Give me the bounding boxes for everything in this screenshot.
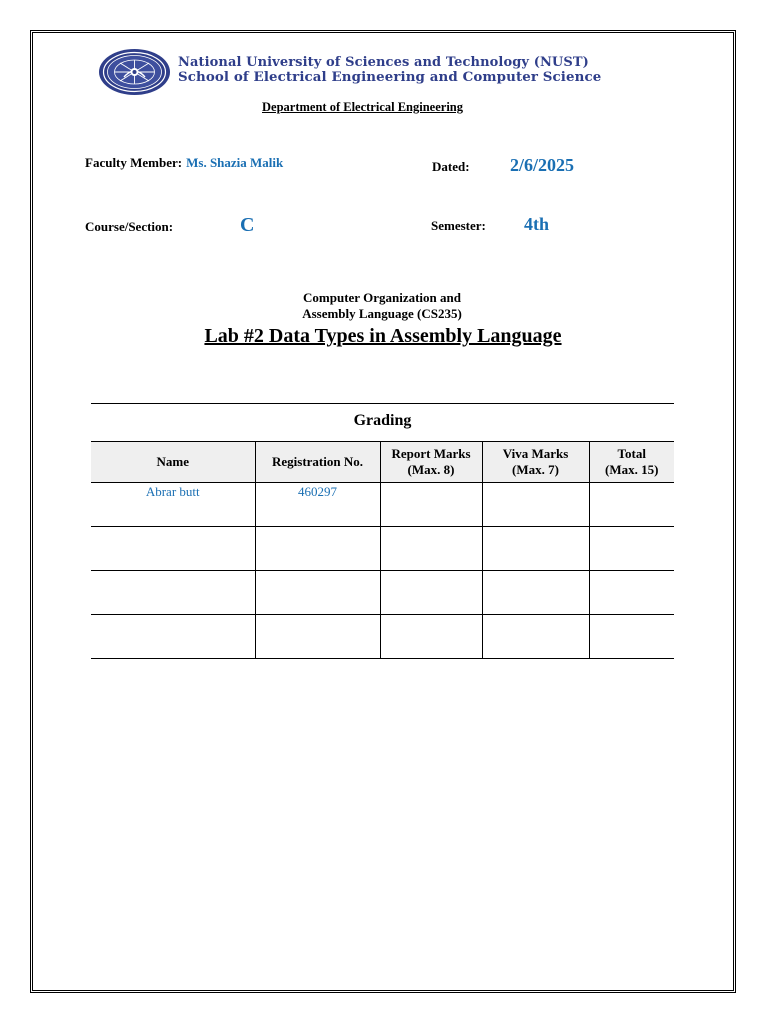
semester-label: Semester: [431, 218, 486, 233]
nust-logo-icon [98, 48, 171, 96]
dated-label: Dated: [432, 159, 470, 174]
cell-report-marks [380, 571, 482, 615]
faculty-label: Faculty Member: [85, 155, 183, 170]
faculty-field [85, 154, 283, 172]
cell-viva-marks [482, 527, 589, 571]
cell-report-marks [380, 483, 482, 527]
column-header-name: Name [91, 442, 255, 483]
course-section-label: Course/Section: [85, 219, 174, 234]
department-title: Department of Electrical Engineering [262, 100, 463, 114]
column-header-viva-marks: Viva Marks (Max. 7) [482, 442, 589, 483]
cell-total [589, 483, 674, 527]
table-row [91, 483, 674, 527]
cell-report-marks [380, 615, 482, 659]
semester-value: 4th [524, 214, 550, 234]
cell-total [589, 527, 674, 571]
column-header-registration: Registration No. [255, 442, 380, 483]
cell-name [91, 571, 255, 615]
grading-table [91, 441, 674, 659]
lab-title [150, 325, 616, 348]
cell-registration: 460297 [255, 483, 380, 527]
cell-total [589, 615, 674, 659]
cell-name: Abrar butt [91, 483, 255, 527]
cell-name [91, 527, 255, 571]
lab-title-text: Lab #2 Data Types in Assembly Language [204, 325, 562, 347]
cell-name [91, 615, 255, 659]
cell-viva-marks [482, 571, 589, 615]
cell-report-marks [380, 527, 482, 571]
column-header-report-marks: Report Marks (Max. 8) [380, 442, 482, 483]
faculty-value: Ms. Shazia Malik [186, 155, 284, 170]
cell-total [589, 571, 674, 615]
section-value: C [240, 214, 255, 236]
course-title-line2: Assembly Language (CS235) [302, 306, 462, 321]
university-name: National University of Sciences and Technology (NUST) [178, 55, 589, 70]
grading-title: Grading [353, 412, 412, 429]
table-row [91, 615, 674, 659]
grading-divider [91, 403, 674, 404]
cell-viva-marks [482, 483, 589, 527]
grading-header-row [91, 442, 674, 483]
cell-registration [255, 615, 380, 659]
cell-registration [255, 571, 380, 615]
table-row [91, 571, 674, 615]
cell-registration [255, 527, 380, 571]
school-name: School of Electrical Engineering and Computer Science [178, 69, 602, 85]
column-header-total: Total (Max. 15) [589, 442, 674, 483]
cell-viva-marks [482, 615, 589, 659]
table-row [91, 527, 674, 571]
dated-value: 2/6/2025 [510, 155, 575, 175]
course-title-line1: Computer Organization and [303, 290, 461, 305]
